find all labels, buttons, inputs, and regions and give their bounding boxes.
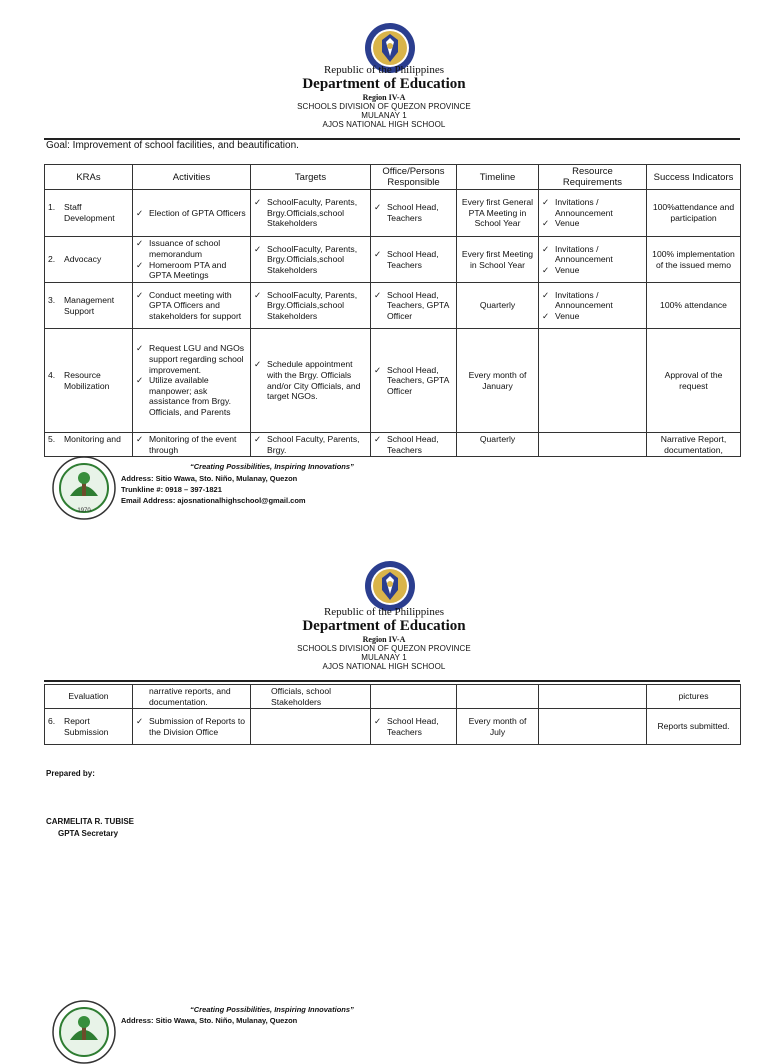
division-line: SCHOOLS DIVISION OF QUEZON PROVINCE: [297, 102, 471, 111]
resource-cell-empty: [539, 433, 647, 457]
kra-cell: Staff Development: [64, 202, 115, 223]
activity-item: Utilize available manpower; ask assistance from Brgy. Officials, and Parents: [149, 375, 231, 417]
school-address: Address: Sitio Wawa, Sto. Niño, Mulanay, Quezon: [121, 474, 298, 483]
indicator-cell: 100% implementation of the issued memo: [647, 237, 741, 283]
indicator-cell: 100% attendance: [647, 283, 741, 329]
activity-item: Homeroom PTA and GPTA Meetings: [149, 259, 227, 281]
check-icon: ✓: [374, 289, 382, 300]
row-number: 2.: [48, 254, 56, 265]
timeline-cell: Quarterly: [457, 433, 539, 457]
timeline-cell-empty: [457, 685, 539, 709]
check-icon: ✓: [254, 197, 262, 208]
resource-cell-empty: [539, 709, 647, 745]
school-slogan: “Creating Possibilities, Inspiring Innovations”: [190, 462, 354, 471]
activity-item: Monitoring of the event through: [149, 434, 237, 455]
check-icon: ✓: [136, 343, 144, 354]
timeline-cell: Every first Meeting in School Year: [457, 237, 539, 283]
table-row: [45, 709, 741, 745]
region-line: Region IV-A: [362, 93, 406, 102]
target-cell-empty: [251, 709, 371, 745]
row-number: 5.: [48, 434, 56, 444]
indicator-cell: 100%attendance and participation: [647, 190, 741, 237]
check-icon: ✓: [542, 264, 550, 275]
column-header: Targets: [251, 165, 371, 190]
check-icon: ✓: [136, 259, 144, 270]
timeline-cell: Quarterly: [457, 283, 539, 329]
signatory-title: GPTA Secretary: [58, 829, 119, 838]
division-line: SCHOOLS DIVISION OF QUEZON PROVINCE: [297, 644, 471, 653]
kra-cell: Evaluation: [45, 685, 133, 709]
table-row: [45, 190, 741, 237]
republic-line: Republic of the Philippines: [323, 64, 445, 76]
table-row: [45, 283, 741, 329]
row-number: 4.: [48, 369, 56, 380]
activity-item: Conduct meeting with GPTA Officers and stakeholders for support: [149, 289, 242, 321]
timeline-cell: Every month of January: [457, 329, 539, 433]
resource-item: Venue: [555, 264, 580, 275]
office-item: School Head, Teachers, GPTA Officer: [387, 364, 449, 396]
kra-table-continued: [44, 684, 741, 745]
target-item: SchoolFaculty, Parents, Brgy.Officials,school Stakeholders: [267, 289, 358, 321]
indicator-cell: pictures: [647, 685, 741, 709]
office-item: School Head, Teachers: [387, 248, 439, 270]
district-line: MULANAY 1: [361, 111, 407, 120]
kra-cell: Resource Mobilization: [64, 369, 110, 391]
column-header: Resource Requirements: [539, 165, 647, 190]
district-line: MULANAY 1: [361, 653, 407, 662]
resource-item: Invitations / Announcement: [555, 243, 613, 265]
activity-item: Submission of Reports to the Division Office: [149, 716, 246, 737]
kra-cell: Management Support: [64, 294, 115, 316]
check-icon: ✓: [254, 434, 262, 444]
resource-item: Invitations / Announcement: [555, 289, 613, 311]
row-number: 1.: [48, 202, 56, 213]
timeline-cell: Every first General PTA Meeting in School Year: [457, 190, 539, 237]
check-icon: ✓: [254, 359, 262, 370]
resource-item: Venue: [555, 218, 580, 229]
resource-item: Invitations / Announcement: [555, 197, 613, 218]
activity-item: Request LGU and NGOs support regarding school improvement.: [149, 343, 245, 375]
indicator-cell: Narrative Report, documentation,: [647, 433, 741, 457]
school-logo-icon: [52, 456, 116, 520]
check-icon: ✓: [374, 248, 382, 259]
resource-cell-empty: [539, 685, 647, 709]
signatory-name: CARMELITA R. TUBISE: [46, 817, 134, 826]
check-icon: ✓: [136, 434, 144, 444]
table-header-row: [45, 165, 741, 190]
resource-item: Venue: [555, 310, 580, 321]
timeline-cell: Every month of July: [457, 709, 539, 745]
check-icon: ✓: [374, 716, 382, 727]
check-icon: ✓: [374, 434, 382, 444]
school-line: AJOS NATIONAL HIGH SCHOOL: [322, 662, 446, 671]
school-trunkline: Trunkline #: 0918 – 397-1821: [121, 485, 222, 494]
kra-cell: Advocacy: [64, 254, 102, 265]
check-icon: ✓: [254, 243, 262, 254]
check-icon: ✓: [136, 375, 144, 386]
kra-table: [44, 164, 741, 457]
school-logo-icon: [52, 1000, 116, 1064]
activity-item: narrative reports, and documentation.: [133, 685, 251, 709]
office-item: School Head, Teachers, GPTA Officer: [387, 289, 449, 321]
school-slogan: “Creating Possibilities, Inspiring Innovations”: [190, 1005, 354, 1014]
office-cell-empty: [371, 685, 457, 709]
school-address: Address: Sitio Wawa, Sto. Niño, Mulanay, Quezon: [121, 1016, 298, 1025]
office-item: School Head, Teachers: [387, 202, 439, 223]
check-icon: ✓: [136, 207, 144, 218]
activity-item: Election of GPTA Officers: [149, 207, 246, 218]
check-icon: ✓: [136, 238, 144, 249]
target-item: Officials, school Stakeholders: [251, 685, 371, 709]
check-icon: ✓: [542, 289, 550, 300]
school-line: AJOS NATIONAL HIGH SCHOOL: [322, 120, 446, 129]
office-item: School Head, Teachers: [387, 434, 439, 455]
column-header: Timeline: [457, 165, 539, 190]
column-header: Activities: [133, 165, 251, 190]
department-title: Department of Education: [302, 618, 466, 634]
kra-cell: Report Submission: [64, 716, 109, 737]
check-icon: ✓: [542, 243, 550, 254]
row-number: 6.: [48, 716, 56, 727]
check-icon: ✓: [254, 289, 262, 300]
row-number: 3.: [48, 294, 56, 305]
column-header: KRAs: [45, 165, 133, 190]
goal-statement: Goal: Improvement of school facilities, and beautification.: [46, 140, 299, 151]
resource-cell-empty: [539, 329, 647, 433]
republic-line: Republic of the Philippines: [323, 606, 445, 618]
header-rule: [44, 680, 740, 682]
target-item: SchoolFaculty, Parents, Brgy.Officials,school Stakeholders: [267, 197, 358, 229]
check-icon: ✓: [542, 310, 550, 321]
school-email: Email Address: ajosnationalhighschool@gmail.com: [121, 496, 306, 505]
check-icon: ✓: [542, 218, 550, 229]
activity-item: Issuance of school memorandum: [149, 238, 221, 259]
check-icon: ✓: [374, 202, 382, 213]
department-title: Department of Education: [302, 76, 466, 92]
indicator-cell: Reports submitted.: [647, 709, 741, 745]
svg-text:1970: 1970: [77, 508, 91, 514]
target-item: School Faculty, Parents, Brgy.: [267, 434, 360, 455]
deped-seal-icon: [364, 560, 416, 612]
table-row: [45, 433, 741, 457]
indicator-cell: Approval of the request: [647, 329, 741, 433]
office-item: School Head, Teachers: [387, 716, 439, 737]
column-header: Success Indicators: [647, 165, 741, 190]
check-icon: ✓: [374, 364, 382, 375]
check-icon: ✓: [136, 716, 144, 727]
region-line: Region IV-A: [362, 635, 406, 644]
table-row: [45, 329, 741, 433]
column-header: Office/Persons Responsible: [371, 165, 457, 190]
target-item: Schedule appointment with the Brgy. Officials and/or City Officials, and target NGOs.: [267, 359, 361, 402]
kra-cell: Monitoring and: [64, 434, 121, 444]
prepared-by-label: Prepared by:: [46, 769, 95, 778]
check-icon: ✓: [542, 197, 550, 208]
check-icon: ✓: [136, 289, 144, 300]
table-row: [45, 685, 741, 709]
target-item: SchoolFaculty, Parents, Brgy.Officials,school Stakeholders: [267, 243, 358, 275]
table-row: [45, 237, 741, 283]
